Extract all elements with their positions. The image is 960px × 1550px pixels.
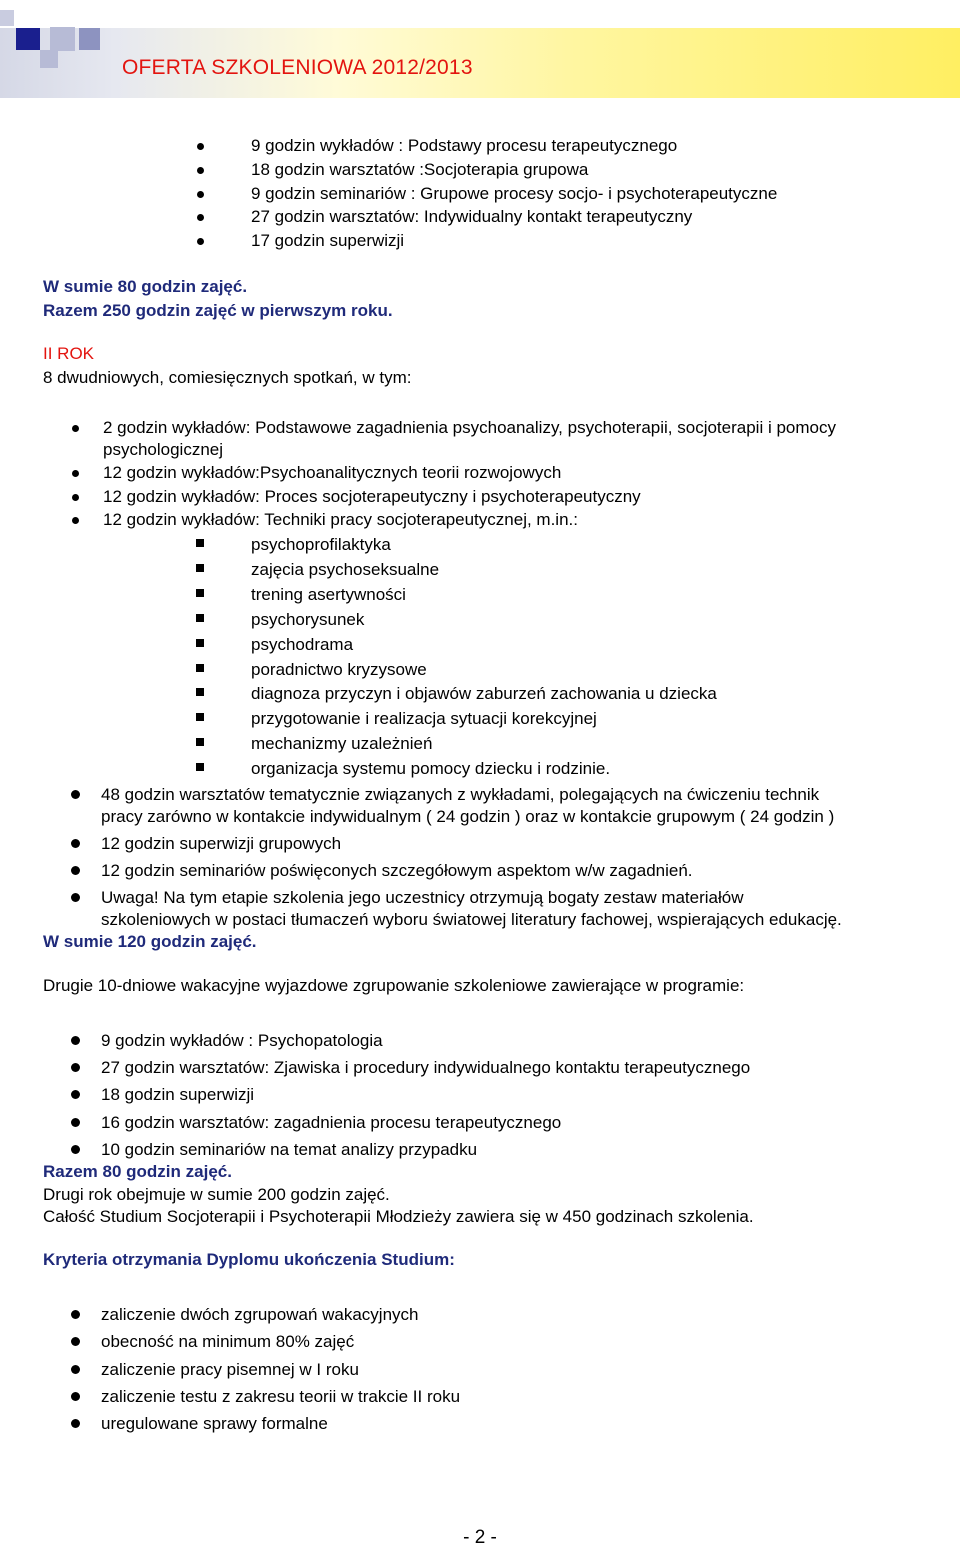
bullet-icon: [72, 517, 79, 524]
bullet-icon: [72, 470, 79, 477]
decorative-square: [79, 28, 100, 50]
list-item: zaliczenie dwóch zgrupowań wakacyjnych: [101, 1305, 419, 1324]
list-item: 48 godzin warsztatów tematycznie związanych z wykładami, polegających na ćwiczeniu technik: [101, 785, 820, 804]
square-bullet-icon: [196, 639, 204, 647]
sub-list-item: psychoprofilaktyka: [251, 535, 391, 554]
list-item-continuation: psychologicznej: [103, 440, 224, 459]
list-item: 27 godzin warsztatów: Zjawiska i procedury indywidualnego kontaktu terapeutycznego: [101, 1058, 751, 1077]
list-item: Uwaga! Na tym etapie szkolenia jego uczestnicy otrzymują bogaty zestaw materiałów: [101, 888, 744, 907]
bullet-icon: [197, 214, 204, 221]
decorative-square: [50, 27, 75, 51]
bullet-icon: [71, 1310, 80, 1319]
square-bullet-icon: [196, 539, 204, 547]
bullet-icon: [71, 866, 80, 875]
bullet-icon: [71, 893, 80, 902]
bullet-icon: [71, 1419, 80, 1428]
bullet-icon: [71, 839, 80, 848]
study-total: Całość Studium Socjoterapii i Psychoterapii Młodzieży zawiera się w 450 godzinach szkolenia.: [43, 1207, 754, 1226]
list-item: 2 godzin wykładów: Podstawowe zagadnienia psychoanalizy, psychoterapii, socjoterapii i pomocy: [103, 418, 836, 437]
sub-list-item: trening asertywności: [251, 585, 406, 604]
list-item: 17 godzin superwizji: [251, 231, 405, 250]
list-item: zaliczenie testu z zakresu teorii w trakcie II roku: [101, 1387, 461, 1406]
year1-sum: W sumie 80 godzin zajęć.: [43, 277, 248, 296]
list-item: 9 godzin wykładów : Psychopatologia: [101, 1031, 383, 1050]
section-heading: II ROK: [43, 344, 95, 363]
bullet-icon: [71, 1145, 80, 1154]
section-intro: 8 dwudniowych, comiesięcznych spotkań, w tym:: [43, 368, 412, 387]
bullet-icon: [71, 1118, 80, 1127]
sub-list-item: organizacja systemu pomocy dziecku i rodzinie.: [251, 759, 611, 778]
header-banner: [0, 0, 960, 100]
decorative-square: [40, 50, 58, 68]
sub-list-item: psychodrama: [251, 635, 354, 654]
sub-list-item: przygotowanie i realizacja sytuacji korekcyjnej: [251, 709, 597, 728]
sub-list-item: psychorysunek: [251, 610, 365, 629]
bullet-icon: [197, 238, 204, 245]
sub-list-item: mechanizmy uzależnień: [251, 734, 433, 753]
bullet-icon: [71, 1337, 80, 1346]
list-item: 9 godzin seminariów : Grupowe procesy socjo- i psychoterapeutyczne: [251, 184, 778, 203]
list-item: 16 godzin warsztatów: zagadnienia procesu terapeutycznego: [101, 1113, 562, 1132]
year1-total: Razem 250 godzin zajęć w pierwszym roku.: [43, 301, 393, 320]
camp-intro: Drugie 10-dniowe wakacyjne wyjazdowe zgrupowanie szkoleniowe zawierające w programie:: [43, 976, 745, 995]
bullet-icon: [72, 494, 79, 501]
camp-total: Razem 80 godzin zajęć.: [43, 1162, 232, 1181]
sub-list-item: poradnictwo kryzysowe: [251, 660, 427, 679]
list-item: 18 godzin superwizji: [101, 1085, 255, 1104]
list-item: 9 godzin wykładów : Podstawy procesu terapeutycznego: [251, 136, 678, 155]
list-item: 12 godzin seminariów poświęconych szczegółowym aspektom w/w zagadnień.: [101, 861, 693, 880]
square-bullet-icon: [196, 614, 204, 622]
square-bullet-icon: [196, 589, 204, 597]
square-bullet-icon: [196, 564, 204, 572]
decorative-square: [16, 28, 40, 50]
square-bullet-icon: [196, 664, 204, 672]
bullet-icon: [197, 167, 204, 174]
square-bullet-icon: [196, 738, 204, 746]
square-bullet-icon: [196, 713, 204, 721]
bullet-icon: [72, 425, 79, 432]
bullet-icon: [71, 1392, 80, 1401]
decorative-square: [0, 10, 14, 26]
bullet-icon: [197, 143, 204, 150]
list-item-continuation: pracy zarówno w kontakcie indywidualnym ( 24 godzin ) oraz w kontakcie grupowym ( 24 godzin ): [101, 807, 835, 826]
list-item: 10 godzin seminariów na temat analizy przypadku: [101, 1140, 478, 1159]
list-item-continuation: szkoleniowych w postaci tłumaczeń wyboru światowej literatury fachowej, wspierających edukację.: [101, 910, 842, 929]
sub-list-item: diagnoza przyczyn i objawów zaburzeń zachowania u dziecka: [251, 684, 717, 703]
bullet-icon: [71, 1036, 80, 1045]
bullet-icon: [197, 191, 204, 198]
list-item: zaliczenie pracy pisemnej w I roku: [101, 1360, 359, 1379]
list-item: obecność na minimum 80% zajęć: [101, 1332, 355, 1351]
bullet-icon: [71, 1063, 80, 1072]
bullet-icon: [71, 1090, 80, 1099]
criteria-heading: Kryteria otrzymania Dyplomu ukończenia Studium:: [43, 1250, 455, 1269]
list-item: 12 godzin wykładów: Techniki pracy socjoterapeutycznej, m.in.:: [103, 510, 578, 529]
year2-total: Drugi rok obejmuje w sumie 200 godzin zajęć.: [43, 1185, 390, 1204]
list-item: 12 godzin wykładów:Psychoanalitycznych teorii rozwojowych: [103, 463, 562, 482]
square-bullet-icon: [196, 688, 204, 696]
bullet-icon: [71, 1365, 80, 1374]
list-item: uregulowane sprawy formalne: [101, 1414, 328, 1433]
sub-list-item: zajęcia psychoseksualne: [251, 560, 440, 579]
year2-sum: W sumie 120 godzin zajęć.: [43, 932, 257, 951]
square-bullet-icon: [196, 763, 204, 771]
list-item: 12 godzin superwizji grupowych: [101, 834, 342, 853]
bullet-icon: [71, 790, 80, 799]
page-number: - 2 -: [463, 1527, 497, 1548]
list-item: 27 godzin warsztatów: Indywidualny kontakt terapeutyczny: [251, 207, 693, 226]
list-item: 18 godzin warsztatów :Socjoterapia grupowa: [251, 160, 589, 179]
list-item: 12 godzin wykładów: Proces socjoterapeutyczny i psychoterapeutyczny: [103, 487, 641, 506]
page-title: OFERTA SZKOLENIOWA 2012/2013: [122, 56, 473, 79]
